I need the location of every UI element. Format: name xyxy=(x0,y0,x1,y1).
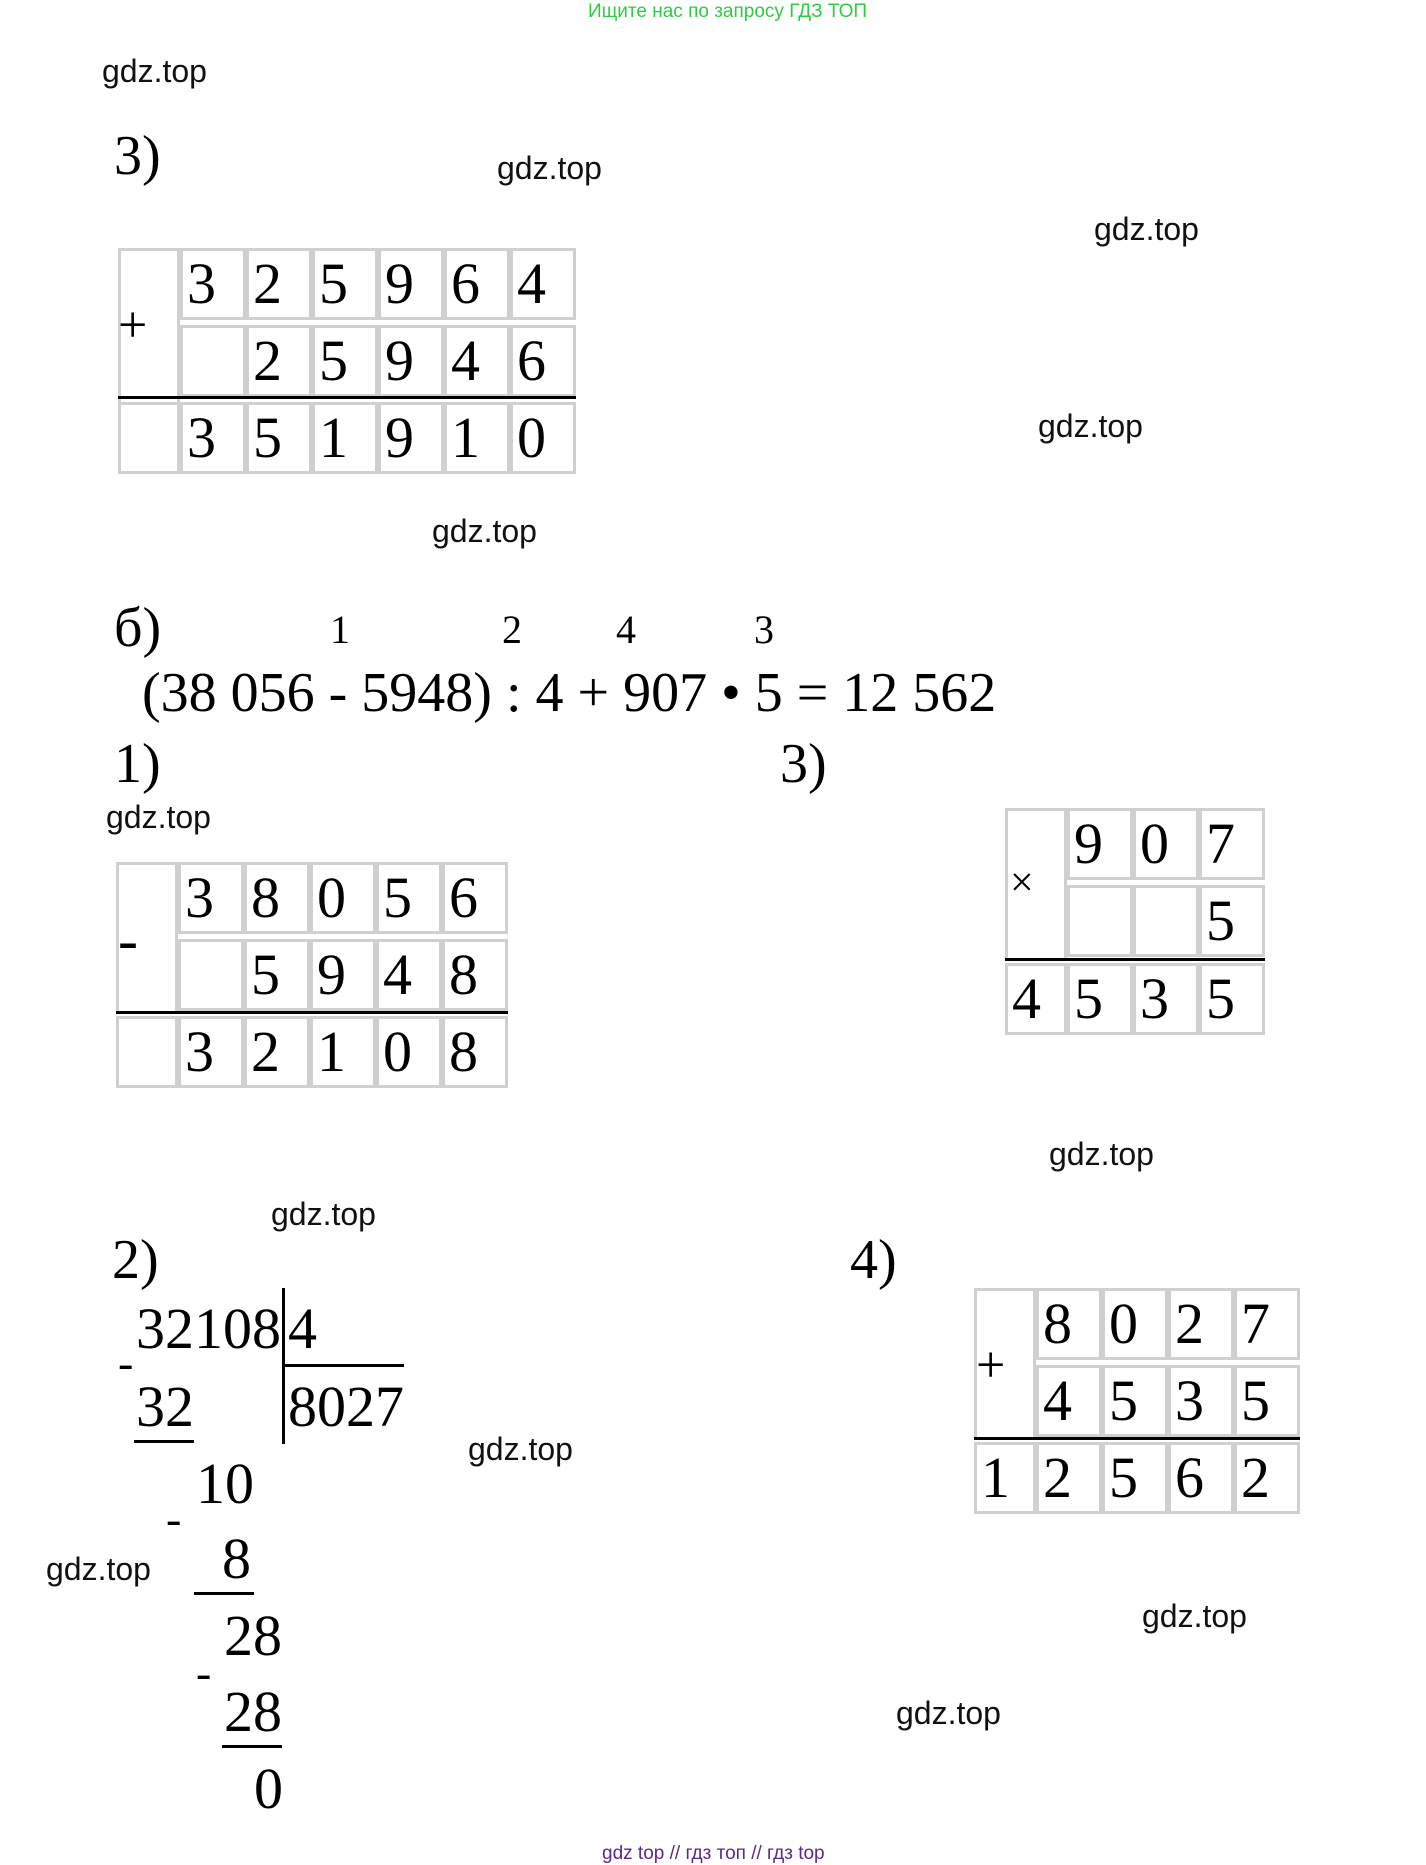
digit-cell: 4 xyxy=(444,325,510,397)
digit-cell: 5 xyxy=(246,402,312,474)
digit-cell: 2 xyxy=(246,248,312,320)
quotient-line xyxy=(284,1364,404,1367)
digit-cell xyxy=(1067,885,1133,957)
digit-cell: 9 xyxy=(378,248,444,320)
sum-line xyxy=(118,396,576,399)
step3-label: 3) xyxy=(780,733,827,795)
watermark: gdz.top xyxy=(432,513,537,549)
digit-cell: 3 xyxy=(178,862,244,934)
digit-cell: 0 xyxy=(376,1016,442,1088)
watermark: gdz.top xyxy=(896,1695,1001,1731)
digit-cell: 1 xyxy=(312,402,378,474)
minus-sign: - xyxy=(118,907,138,973)
bottom-links[interactable]: gdz top // гдз топ // гдз top xyxy=(602,1843,825,1864)
digit-cell: 0 xyxy=(1133,808,1199,880)
digit-cell: 1 xyxy=(310,1016,376,1088)
digit-cell: 5 xyxy=(376,862,442,934)
subtract-line xyxy=(134,1440,194,1443)
digit-cell: 9 xyxy=(310,939,376,1011)
watermark: gdz.top xyxy=(1094,211,1199,247)
subtract-line xyxy=(222,1745,282,1748)
minus-sign: - xyxy=(196,1647,212,1698)
digit-cell: 7 xyxy=(1199,808,1265,880)
watermark: gdz.top xyxy=(46,1551,151,1587)
watermark: gdz.top xyxy=(1038,408,1143,444)
step1-label: 1) xyxy=(114,733,161,795)
plus-sign: + xyxy=(118,297,148,354)
order-mark: 4 xyxy=(616,607,636,652)
digit-cell: 9 xyxy=(378,325,444,397)
minus-sign: - xyxy=(118,1337,134,1388)
quotient: 8027 xyxy=(288,1374,404,1439)
digit-cell: 5 xyxy=(1199,963,1265,1035)
difference-line xyxy=(116,1011,508,1014)
step2-label: 2) xyxy=(112,1229,159,1291)
digit-cell: 6 xyxy=(444,248,510,320)
digit-cell: 5 xyxy=(312,325,378,397)
digit-cell: 5 xyxy=(1102,1442,1168,1514)
digit-cell: 6 xyxy=(442,862,508,934)
digit-cell: 8 xyxy=(442,939,508,1011)
digit-cell: 9 xyxy=(378,402,444,474)
digit-cell xyxy=(178,939,244,1011)
digit-cell: 3 xyxy=(178,1016,244,1088)
subtrahend: 8 xyxy=(222,1526,251,1591)
final-remainder: 0 xyxy=(254,1756,283,1821)
digit-cell: 6 xyxy=(1168,1442,1234,1514)
digit-cell: 3 xyxy=(1168,1365,1234,1437)
digit-cell: 0 xyxy=(310,862,376,934)
watermark: gdz.top xyxy=(1142,1598,1247,1634)
order-mark: 3 xyxy=(754,607,774,652)
order-mark: 1 xyxy=(330,607,350,652)
part-a-label: 3) xyxy=(114,125,161,187)
digit-cell: 3 xyxy=(1133,963,1199,1035)
digit-cell: 2 xyxy=(1168,1288,1234,1360)
digit-cell: 8 xyxy=(1036,1288,1102,1360)
digit-cell: 4 xyxy=(1036,1365,1102,1437)
digit-cell: 5 xyxy=(1199,885,1265,957)
plus-sign: + xyxy=(976,1337,1006,1394)
digit-cell: 2 xyxy=(1036,1442,1102,1514)
digit-cell: 1 xyxy=(974,1442,1036,1514)
minus-sign: - xyxy=(166,1493,182,1544)
digit-cell: 0 xyxy=(510,402,576,474)
top-banner[interactable]: Ищите нас по запросу ГДЗ ТОП xyxy=(588,1,868,22)
digit-cell xyxy=(116,1016,178,1088)
expression: (38 056 - 5948) : 4 + 907 • 5 = 12 562 xyxy=(142,662,997,724)
subtract-line xyxy=(194,1592,254,1595)
dividend: 32108 xyxy=(136,1296,281,1361)
step4-label: 4) xyxy=(850,1229,897,1291)
digit-cell: 6 xyxy=(510,325,576,397)
product-line xyxy=(1005,958,1265,961)
digit-cell: 2 xyxy=(1234,1442,1300,1514)
digit-cell: 5 xyxy=(1067,963,1133,1035)
digit-cell: 4 xyxy=(1005,963,1067,1035)
watermark: gdz.top xyxy=(468,1431,573,1467)
digit-cell: 8 xyxy=(244,862,310,934)
digit-cell: 5 xyxy=(1102,1365,1168,1437)
watermark: gdz.top xyxy=(102,53,207,89)
digit-cell xyxy=(1133,885,1199,957)
watermark: gdz.top xyxy=(106,799,211,835)
digit-cell xyxy=(118,402,180,474)
subtrahend: 32 xyxy=(136,1374,194,1439)
digit-cell: 0 xyxy=(1102,1288,1168,1360)
digit-cell: 2 xyxy=(246,325,312,397)
digit-cell: 1 xyxy=(444,402,510,474)
digit-cell: 9 xyxy=(1067,808,1133,880)
digit-cell: 5 xyxy=(1234,1365,1300,1437)
order-mark: 2 xyxy=(502,607,522,652)
part-b-label: б) xyxy=(114,597,162,659)
digit-cell: 5 xyxy=(312,248,378,320)
watermark: gdz.top xyxy=(497,150,602,186)
digit-cell: 4 xyxy=(376,939,442,1011)
subtrahend: 28 xyxy=(224,1679,282,1744)
digit-cell: 2 xyxy=(244,1016,310,1088)
digit-cell: 3 xyxy=(180,248,246,320)
watermark: gdz.top xyxy=(271,1196,376,1232)
watermark: gdz.top xyxy=(1049,1136,1154,1172)
sum-line xyxy=(974,1437,1300,1440)
digit-cell: 4 xyxy=(510,248,576,320)
digit-cell: 8 xyxy=(442,1016,508,1088)
digit-cell: 5 xyxy=(244,939,310,1011)
digit-cell: 3 xyxy=(180,402,246,474)
digit-cell: 7 xyxy=(1234,1288,1300,1360)
remainder: 28 xyxy=(224,1603,282,1668)
divisor: 4 xyxy=(288,1296,317,1361)
times-sign: × xyxy=(1010,860,1034,906)
remainder: 10 xyxy=(196,1451,254,1516)
digit-cell xyxy=(180,325,246,397)
